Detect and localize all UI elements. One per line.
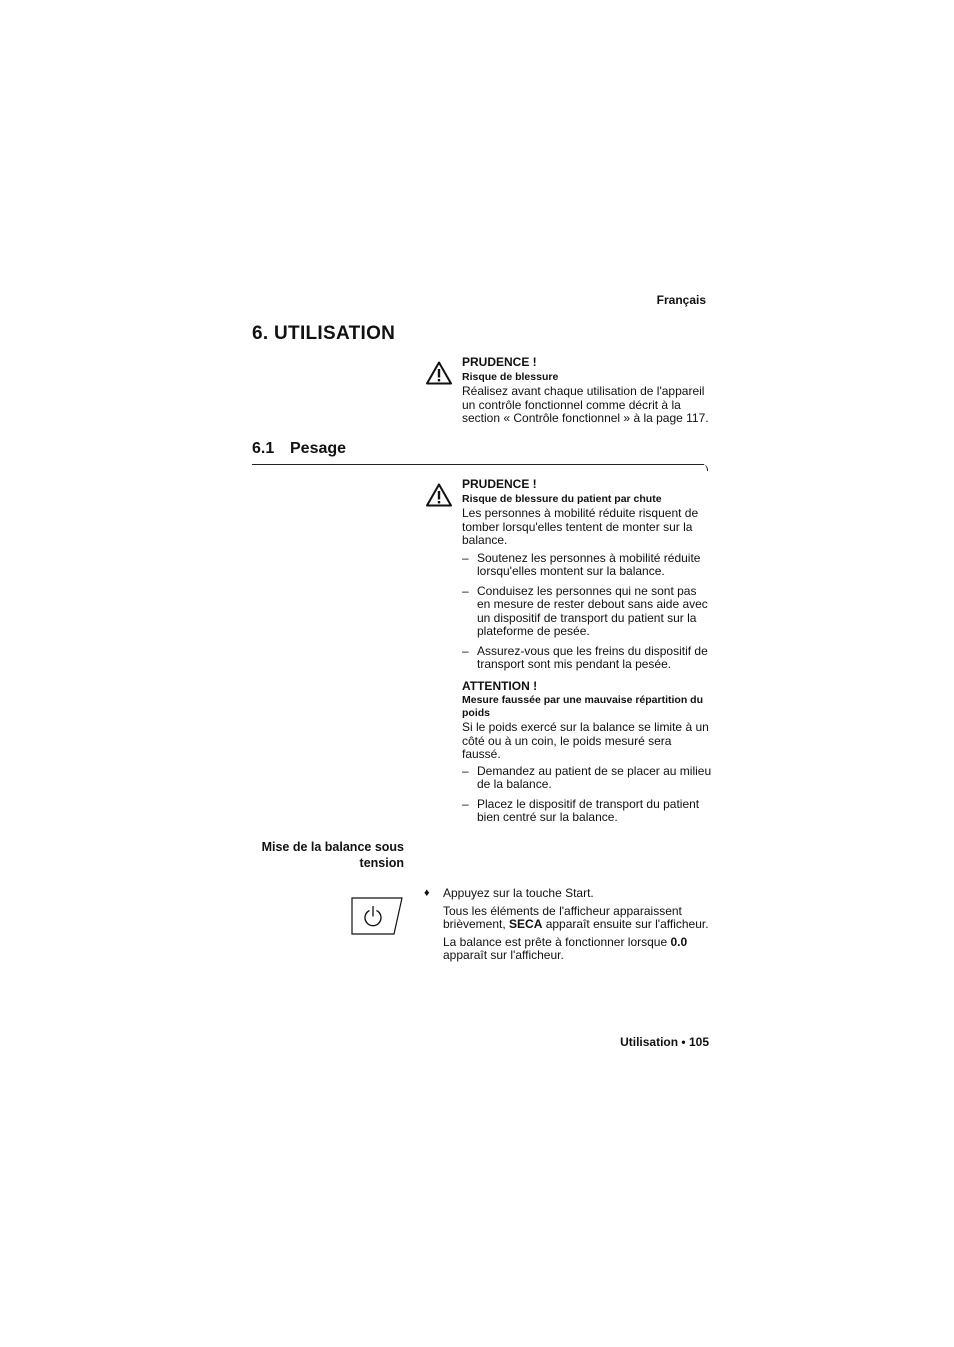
- list-item: – Soutenez les personnes à mobilité réduite lorsqu'elles montent sur la balance.: [462, 550, 701, 578]
- caution-title: PRUDENCE !: [462, 477, 537, 491]
- attention-title: ATTENTION !: [462, 678, 538, 693]
- warning-triangle-icon: [426, 361, 452, 385]
- list-item: – Assurez-vous que les freins du dispositif de transport sont mis pendant la pesée.: [462, 643, 708, 671]
- chapter-title: 6. UTILISATION: [252, 323, 396, 344]
- section-rule-corner: [702, 464, 708, 471]
- section-rule: [252, 464, 704, 465]
- caution-text: Réalisez avant chaque utilisation de l'appareil un contrôle fonctionnel comme décrit à la section « Contrôle fonctionnel » à la page 117.: [462, 384, 709, 425]
- caution-title: PRUDENCE !: [462, 355, 537, 369]
- attention-subtitle: Mesure faussée par une mauvaise répartition du poids: [462, 694, 703, 719]
- power-icon: [365, 906, 381, 926]
- caution-subtitle: Risque de blessure du patient par chute: [462, 492, 662, 505]
- caution-subtitle: Risque de blessure: [462, 370, 559, 383]
- caution-block-1: [462, 356, 712, 429]
- step-result: La balance est prête à fonctionner lorsque 0.0 apparaît sur l'afficheur.: [443, 934, 688, 962]
- section-title: [252, 440, 346, 458]
- warning-triangle-icon: [426, 483, 452, 507]
- page-footer: Utilisation • 105: [620, 1035, 709, 1049]
- caution-text: Les personnes à mobilité réduite risquent de tomber lorsqu'elles tentent de monter sur la balance.: [462, 506, 699, 547]
- diamond-bullet-icon: ♦: [424, 887, 430, 899]
- step-result: Tous les éléments de l'afficheur apparaissent brièvement, SECA apparaît ensuite sur l'afficheur.: [443, 903, 709, 931]
- section-number: 6.1: [252, 440, 275, 457]
- start-key: [351, 897, 403, 935]
- caution-block-2: [462, 478, 712, 831]
- side-heading: Mise de la balance sous tension: [261, 840, 404, 870]
- language-label: Français: [656, 293, 706, 307]
- list-item: – Placez le dispositif de transport du patient bien centré sur la balance.: [462, 796, 700, 824]
- step-item: ♦ Appuyez sur la touche Start.: [424, 886, 594, 900]
- section-name: Pesage: [290, 440, 347, 457]
- list-item: – Demandez au patient de se placer au milieu de la balance.: [462, 763, 712, 791]
- attention-text: Si le poids exercé sur la balance se limite à un côté ou à un coin, le poids mesuré sera faussé.: [462, 720, 709, 761]
- list-item: – Conduisez les personnes qui ne sont pas en mesure de rester debout sans aide avec un dispositif de transport du patient sur la plateforme de pesée.: [462, 583, 708, 638]
- instruction-steps: [424, 887, 714, 967]
